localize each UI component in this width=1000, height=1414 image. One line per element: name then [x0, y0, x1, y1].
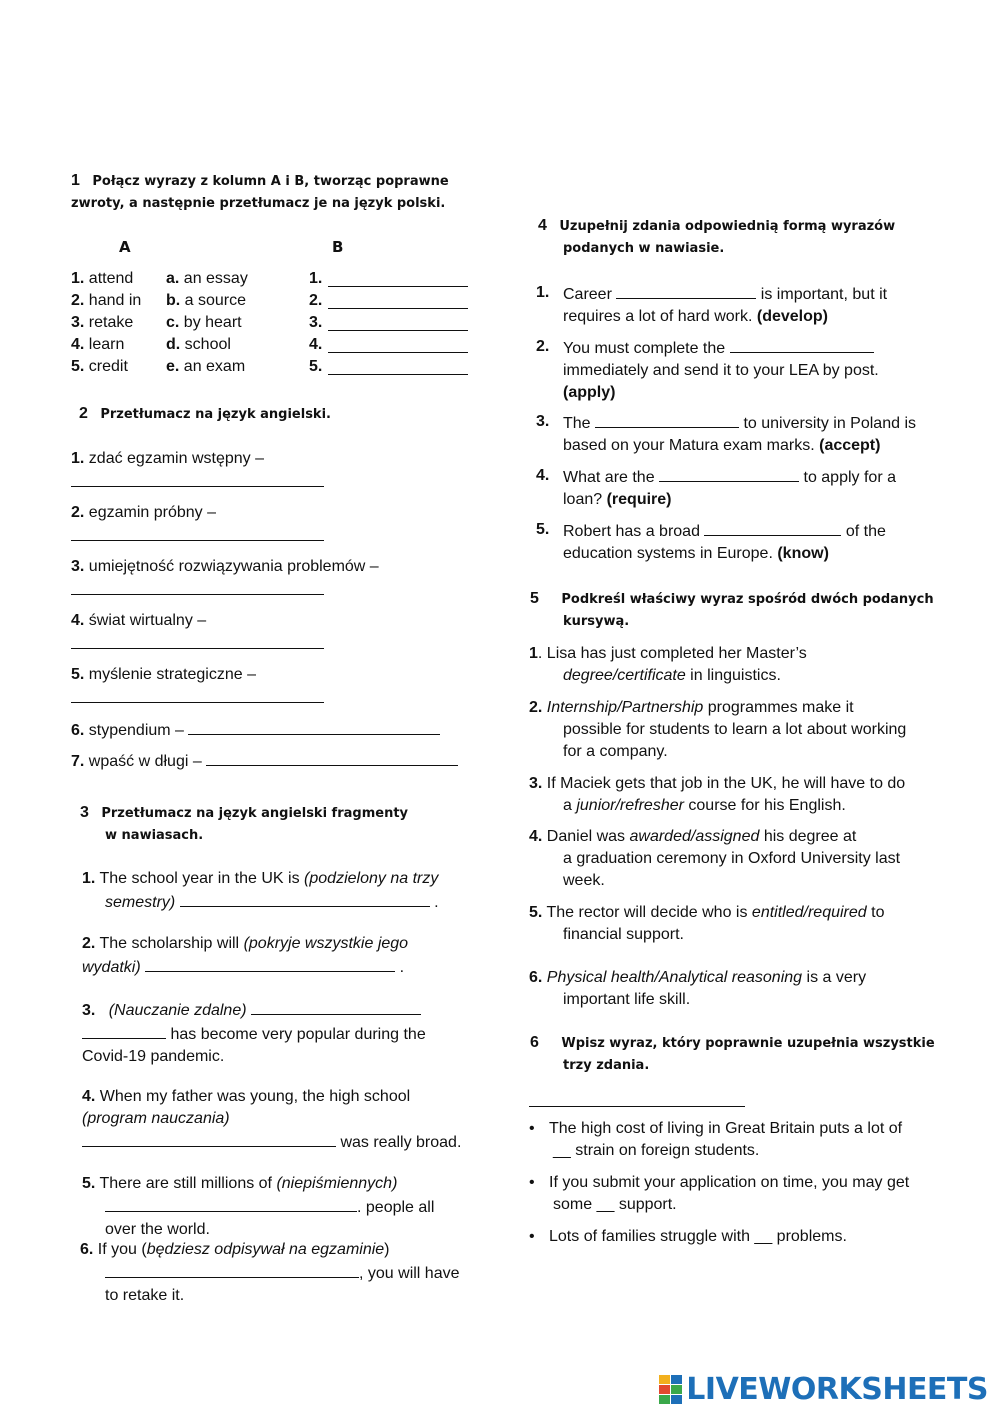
answer-blank[interactable]	[595, 411, 739, 428]
section-title-line2: podanych w nawiasie.	[563, 241, 725, 256]
answer-blank[interactable]	[71, 524, 324, 541]
section-title-line2: zwroty, a następnie przetłumacz je na język polski.	[71, 196, 446, 211]
section-title: Uzupełnij zdania odpowiednią formą wyrazów	[559, 219, 896, 234]
section-title-line2: kursywą.	[563, 614, 630, 629]
list-item: 2. egzamin próbny –	[71, 502, 491, 556]
column-a-label: A	[119, 238, 131, 256]
list-item: • The high cost of living in Great Britain puts a lot of __ strain on foreign students.	[549, 1118, 949, 1172]
s3-item-4: 4. When my father was young, the high school (program nauczania) was really broad.	[82, 1088, 462, 1151]
s4-item-2: 2. You must complete the immediately and send it to your LEA by post. (apply)	[536, 338, 879, 401]
s5-item-3: 3. If Maciek gets that job in the UK, he will have to do a junior/refresher course for his English.	[529, 775, 906, 814]
answer-blank[interactable]	[704, 519, 841, 536]
section-1-header	[71, 171, 449, 215]
section-number: 4	[538, 217, 547, 234]
s5-item-1: 1. Lisa has just completed her Master’s degree/certificate in linguistics.	[529, 645, 807, 684]
section-title-line2: trzy zdania.	[563, 1058, 650, 1073]
answer-blank[interactable]	[71, 470, 324, 487]
s4-item-3: 3. The to university in Poland is based on your Matura exam marks. (accept)	[536, 413, 916, 454]
section-5-header	[530, 589, 934, 633]
column-b-label: B	[332, 238, 344, 256]
section-number: 1	[71, 172, 80, 189]
liveworksheets-logo	[659, 1373, 988, 1405]
answer-blank[interactable]	[71, 578, 324, 595]
answer-blank[interactable]	[105, 1195, 357, 1212]
section-number: 6	[530, 1034, 539, 1051]
answer-blank[interactable]	[529, 1090, 745, 1107]
s3-item-1: 1. The school year in the UK is (podzielony na trzy semestry) .	[82, 870, 439, 911]
answer-blank[interactable]	[328, 336, 468, 353]
list-item: 7. wpaść w długi –	[71, 749, 491, 771]
s3-item-3: 3. (Nauczanie zdalne) has become very popular during the Covid-19 pandemic.	[82, 998, 482, 1068]
answer-blank[interactable]	[328, 358, 468, 375]
section-number: 2	[79, 405, 88, 422]
section-title: Przetłumacz na język angielski fragmenty	[101, 806, 409, 821]
s5-item-6: 6. Physical health/Analytical reasoning is a very important life skill.	[529, 969, 867, 1008]
logo-tiles-icon	[659, 1375, 682, 1404]
section-title: Przetłumacz na język angielski.	[100, 407, 331, 422]
answer-blank[interactable]	[71, 686, 324, 703]
answer-blank[interactable]	[180, 890, 430, 907]
section-6-header	[530, 1033, 935, 1077]
answer-blank[interactable]	[328, 314, 468, 331]
s3-item-5: 5. There are still millions of (niepiśmiennych) . people all over the world.	[82, 1175, 435, 1238]
matching-row: 3. retake c. by heart 3.	[71, 312, 481, 334]
s3-item-2: 2. The scholarship will (pokryje wszystkie jego wydatki) .	[82, 935, 409, 976]
section-title: Połącz wyrazy z kolumn A i B, tworząc poprawne	[92, 174, 449, 189]
list-item: 3. umiejętność rozwiązywania problemów –	[71, 556, 491, 610]
section-2-header	[79, 404, 331, 426]
section-3-header	[80, 803, 408, 847]
s5-item-5: 5. The rector will decide who is entitled/required to financial support.	[529, 904, 885, 943]
matching-row: 5. credit e. an exam 5.	[71, 356, 481, 378]
list-item: 5. myślenie strategiczne –	[71, 664, 491, 718]
s4-item-4: 4. What are the to apply for a loan? (require)	[536, 467, 896, 508]
answer-blank[interactable]	[251, 998, 421, 1015]
s4-item-5: 5. Robert has a broad of the education systems in Europe. (know)	[536, 521, 886, 562]
matching-row: 2. hand in b. a source 2.	[71, 290, 481, 312]
s5-item-4: 4. Daniel was awarded/assigned his degree at a graduation ceremony in Oxford University last week.	[529, 828, 901, 889]
answer-blank-cont[interactable]	[82, 1022, 166, 1039]
bullet-list	[549, 1118, 949, 1248]
section-title: Podkreśl właściwy wyraz spośród dwóch podanych	[561, 592, 934, 607]
matching-table	[71, 268, 481, 378]
s3-item-6: 6. If you (będziesz odpisywał na egzaminie) , you will have to retake it.	[80, 1241, 460, 1304]
list-item: 6. stypendium –	[71, 718, 491, 749]
answer-blank[interactable]	[659, 465, 799, 482]
s5-item-2: 2. Internship/Partnership programmes make it possible for students to learn a lot about working for a company.	[529, 699, 907, 760]
matching-row: 1. attend a. an essay 1.	[71, 268, 481, 290]
translation-list	[71, 448, 491, 771]
answer-blank[interactable]	[328, 270, 468, 287]
s4-item-1: 1. Career is important, but it requires a lot of hard work. (develop)	[536, 284, 888, 325]
list-item: • Lots of families struggle with __ problems.	[549, 1226, 949, 1248]
answer-blank[interactable]	[328, 292, 468, 309]
answer-blank[interactable]	[188, 718, 440, 735]
list-item: 4. świat wirtualny –	[71, 610, 491, 664]
section-title-line2: w nawiasach.	[105, 828, 204, 843]
matching-row: 4. learn d. school 4.	[71, 334, 481, 356]
answer-blank[interactable]	[145, 955, 395, 972]
section-title: Wpisz wyraz, który poprawnie uzupełnia wszystkie	[561, 1036, 935, 1051]
answer-blank[interactable]	[71, 632, 324, 649]
answer-blank[interactable]	[730, 336, 874, 353]
section-number: 5	[530, 590, 539, 607]
logo-text: LIVEWORKSHEETS	[686, 1371, 988, 1407]
section-number: 3	[80, 804, 89, 821]
answer-blank[interactable]	[206, 749, 458, 766]
answer-blank[interactable]	[82, 1130, 336, 1147]
list-item: 1. zdać egzamin wstępny –	[71, 448, 491, 502]
answer-blank[interactable]	[616, 282, 756, 299]
section-4-header	[538, 216, 895, 260]
list-item: • If you submit your application on time, you may get some __ support.	[549, 1172, 949, 1226]
answer-blank[interactable]	[105, 1261, 359, 1278]
